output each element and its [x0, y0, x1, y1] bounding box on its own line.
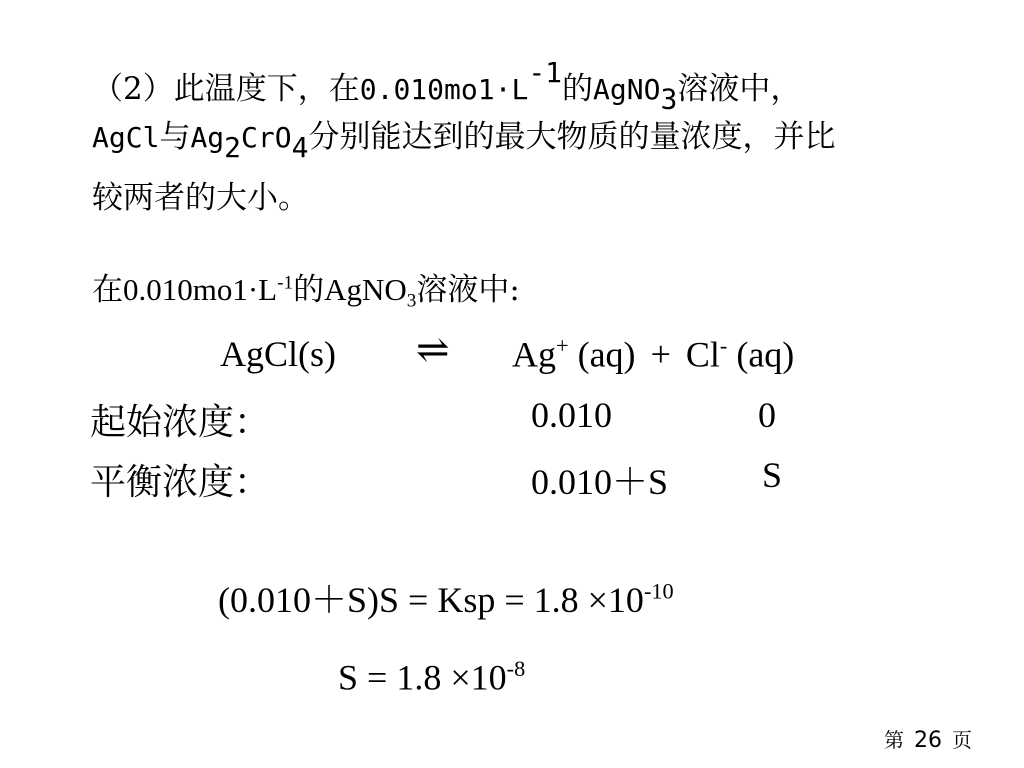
initial-silver-concentration: 0.010: [531, 395, 612, 435]
chloride-ion-charge: -: [719, 333, 728, 358]
solution-intro: [92, 264, 520, 313]
question-salt: AgNO: [593, 72, 661, 106]
intro-of: 的: [293, 272, 325, 308]
question-of: 的: [562, 70, 594, 107]
result-exponent: -8: [506, 656, 526, 681]
question-line-3: 较两者的大小。: [92, 180, 309, 216]
intro-concentration: 0.010mo1·L: [123, 272, 278, 307]
silver-ion: Ag: [512, 334, 556, 375]
silver-ion-charge: +: [556, 333, 569, 358]
question-concentration-exponent: -1: [528, 56, 563, 89]
question-concentration: 0.010mo1·L: [359, 72, 529, 106]
silver-ion-state: (aq): [577, 334, 636, 375]
agcl-formula: AgCl: [92, 121, 160, 154]
question-salt-subscript: 3: [660, 82, 678, 116]
chloride-ion: Cl: [685, 334, 720, 375]
intro-prefix: 在: [92, 272, 123, 308]
page-prefix: 第: [884, 728, 904, 752]
reaction-products: [512, 333, 794, 375]
ksp-equation-body: (0.010＋S)S = Ksp = 1.8 ×10: [218, 580, 644, 620]
page-suffix: 页: [952, 728, 972, 752]
question-line-2-text: 分别能达到的最大物质的量浓度，并比: [308, 119, 836, 155]
solubility-result: [338, 656, 525, 698]
plus-sign: +: [650, 334, 671, 375]
ksp-exponent: -10: [643, 578, 674, 604]
reaction-reactant: AgCl(s): [220, 334, 336, 374]
question-suffix: 溶液中，: [677, 70, 802, 107]
initial-concentration-label: 起始浓度：: [90, 402, 271, 443]
intro-suffix: 溶液中:: [416, 272, 520, 308]
result-body: S = 1.8 ×10: [338, 657, 507, 698]
question-line-2: [92, 120, 835, 165]
equilibrium-concentration-label: 平衡浓度：: [90, 462, 271, 503]
equilibrium-chloride-concentration: S: [762, 455, 783, 495]
equilibrium-arrow: ⇌: [416, 327, 450, 373]
equilibrium-silver-concentration: 0.010＋S: [531, 462, 669, 502]
silver-subscript: 2: [224, 130, 242, 164]
question-prefix: （2）此温度下，在: [92, 70, 360, 107]
page-footer: [884, 724, 972, 753]
page-number: 26: [914, 728, 942, 753]
chromate-subscript: 4: [291, 130, 309, 164]
conjunction: 与: [159, 119, 191, 155]
ksp-equation: [218, 572, 674, 623]
intro-salt: AgNO: [324, 272, 407, 307]
chloride-ion-state: (aq): [736, 334, 795, 375]
intro-salt-subscript: 3: [406, 290, 417, 312]
initial-chloride-concentration: 0: [758, 395, 776, 435]
question-line-1: [92, 56, 801, 117]
chromate-symbol: CrO: [241, 121, 292, 154]
intro-concentration-exponent: -1: [277, 272, 294, 294]
silver-symbol: Ag: [190, 121, 225, 154]
